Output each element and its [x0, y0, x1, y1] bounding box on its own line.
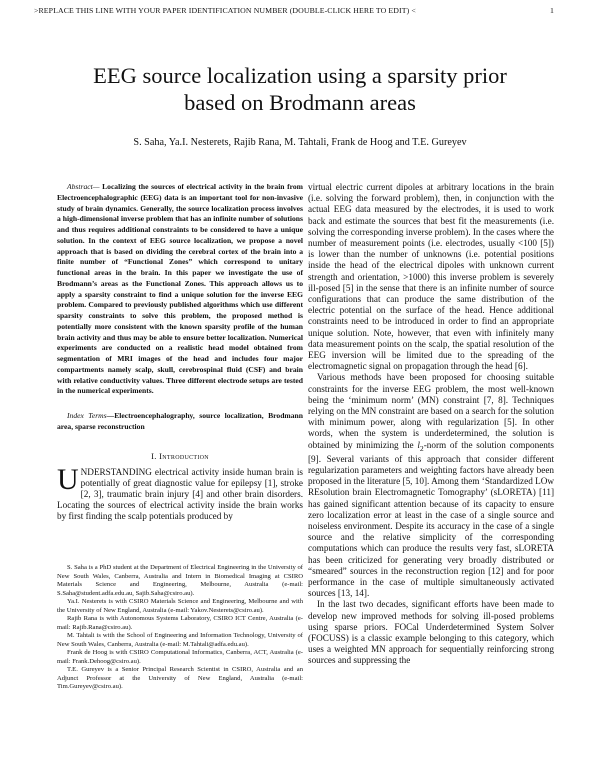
paper-title [40, 62, 560, 116]
abstract-text: Localizing the sources of electrical activity in the brain from Electroencephalographic (EEG) data is an important tool for non-invasive study of brain dynamics. Generally, the source localization process involves a high-dimensional inverse problem that has an infinite number of solutions and thus requires additional constraints to be considered to have a unique solution. In the context of EEG source localization, we propose a novel approach that is based on dividing the cerebral cortex of the brain into a finite number of “Functional Zones” which correspond to unitary functional areas in the brain. In this paper we investigate the use of Brodmann’s areas as the Functional Zones. This approach allows us to apply a sparsity constraint to find a unique solution for the inverse EEG problem. Compared to previously published algorithms which use different sparsity constraints to solve this problem, the proposed method is potentially more consistent with the known sparsity profile of the human brain activity and thus may be able to ensure better localization. Numerical experiments are conducted on a realistic head model obtained from segmentation of MRI images of the head and includes four major compartments namely scalp, skull, cerebrospinal fluid (CSF) and brain with relative conductivity values. Three different electrode setups are tested in the numerical experiments. [57, 182, 303, 396]
title-line-1: EEG source localization using a sparsity prior [93, 63, 507, 88]
footnote: Frank de Hoog is with CSIRO Computational Informatics, Canberra, ACT, Australia (e-mail: Frank.Dehoog@csiro.au). [57, 649, 303, 665]
index-terms-text: —Electroencephalography, source localization, Brodmann area, sparse reconstruction [57, 411, 303, 431]
body-paragraph-2 [308, 372, 554, 599]
body-paragraph-3: In the last two decades, significant efforts have been made to develop new improved methods for solving ill-posed problems using sparse priors. FOCal Underdetermined System Solver (FOCUSS) is a classic example belonging to this category, which uses a weighted MN approach for sequentially reinforcing strong sources and suppressing the [308, 599, 554, 666]
author-footnotes [57, 564, 303, 692]
footnote: T.E. Gureyev is a Senior Principal Research Scientist in CSIRO, Australia and an Adjunct Professor at the University of New England, Australia (e-mail: Tim.Gureyev@csiro.au). [57, 666, 303, 690]
p2-text-a: Various methods have been proposed for choosing suitable constraints for the inverse EEG problem, the most well-known being the ‘minimum norm’ (MN) constraint [7, 8]. Techniques relying on the MN constraint are based on a search for the solution with minimum power, along with regularization [5]. In other words, when the system is underdetermined, the solution is obtained by minimizing the [308, 372, 554, 450]
drop-cap: U [57, 462, 79, 496]
intro-paragraph [57, 462, 303, 523]
section-heading [57, 451, 303, 461]
footnote: Ya.I. Nesterets is with CSIRO Materials Science and Engineering, Melbourne and with the University of New England, Australia (e-mail: Yakov.Nesterets@csiro.au). [57, 598, 303, 614]
p2-text-b: -norm of the solution components [9]. Several variants of this approach that consider different regularization parameters and weighting factors have already been proposed in the literature [5, 10]. Among them ‘Standardized LOw REsolution brain Electromagnetic Tomography’ (sLORETA) [11] has gained significant attention because of its capacity to ensure zero localization error at least in the case of a single source and noiseless environment. Despite its accuracy in the case of a single source and the relative simplicity of the corresponding computations which can produce the results very fast, sLORETA has been criticized for generating very broadly distributed or “smeared” sources in the reconstruction region [12] and for poor performance in the case of multiple simultaneously activated sources [13, 14]. [308, 439, 554, 599]
body-paragraph-1: virtual electric current dipoles at arbitrary locations in the brain (i.e. solving the forward problem), then, in conjunction with the actual EEG data measured by the electrodes, it is used to work back and estimate the sources that best fit the measurements (i.e. solving the corresponding inverse problem). In the cases where the number of measurement points (i.e. electrodes, usually <100 [5]) is lower than the number of unknowns (i.e. potential positions inside the head of the electrical dipoles with unknown current strength and orientation, >1000) this inverse problem is severely ill-posed [5] in the sense that there is an infinite number of source configurations that can produce the same distribution of the electric potential on the surface of the head. Hence additional constraints need to be introduced in order to find an appropriate unique solution. Note, however, that even with infinitely many data measurement points on the scalp, the spatial resolution of the EEG inversion will be limited due to the spreading of the electromagnetic signal on propagation through the head [6]. [308, 182, 554, 372]
index-terms [57, 411, 303, 433]
l2-symbol: l [417, 439, 420, 450]
right-column [308, 182, 554, 667]
section-number: I. [151, 450, 157, 461]
intro-text: electrical activity inside human brain is potentially of great diagnostic value for epilepsy [1], stroke [2, 3], traumatic brain injury [4] and other brain disorders. Locating the sources of electrical activity inside the brain works by first finding the scalp potentials produced by [57, 466, 303, 522]
author-list: S. Saha, Ya.I. Nesterets, Rajib Rana, M. Tahtali, Frank de Hoog and T.E. Gureyev [133, 137, 467, 148]
abstract [57, 182, 303, 397]
header-text: >REPLACE THIS LINE WITH YOUR PAPER IDENTIFICATION NUMBER (DOUBLE-CLICK HERE TO EDIT) < [34, 6, 416, 15]
footnote: S. Saha is a PhD student at the Department of Electrical Engineering in the University of New South Wales, Canberra, Australia and Intern in Biomedical Imaging at CSIRO Materials Science and Engineering, Melbourne, Australia (e-mail: S.Saha@student.adfa.edu.au, Sajib.Saha@csiro.au). [57, 564, 303, 597]
intro-smallcaps: NDERSTANDING [80, 466, 152, 477]
abstract-lead: Abstract— [67, 182, 100, 191]
section-title: Introduction [159, 450, 209, 461]
title-line-2: based on Brodmann areas [184, 90, 416, 115]
page-number: 1 [550, 6, 554, 15]
l2-subscript: 2 [419, 443, 424, 453]
footnote: Rajib Rana is with Autonomous Systems Laboratory, CSIRO ICT Centre, Australia (e-mail: Rajib.Rana@csiro.au). [57, 615, 303, 631]
index-terms-lead: Index Terms [67, 411, 107, 420]
left-column [57, 182, 303, 523]
footnote: M. Tahtali is with the School of Engineering and Information Technology, University of New South Wales, Canberra, Australia (e-mail: M.Tahtali@adfa.edu.au). [57, 632, 303, 648]
